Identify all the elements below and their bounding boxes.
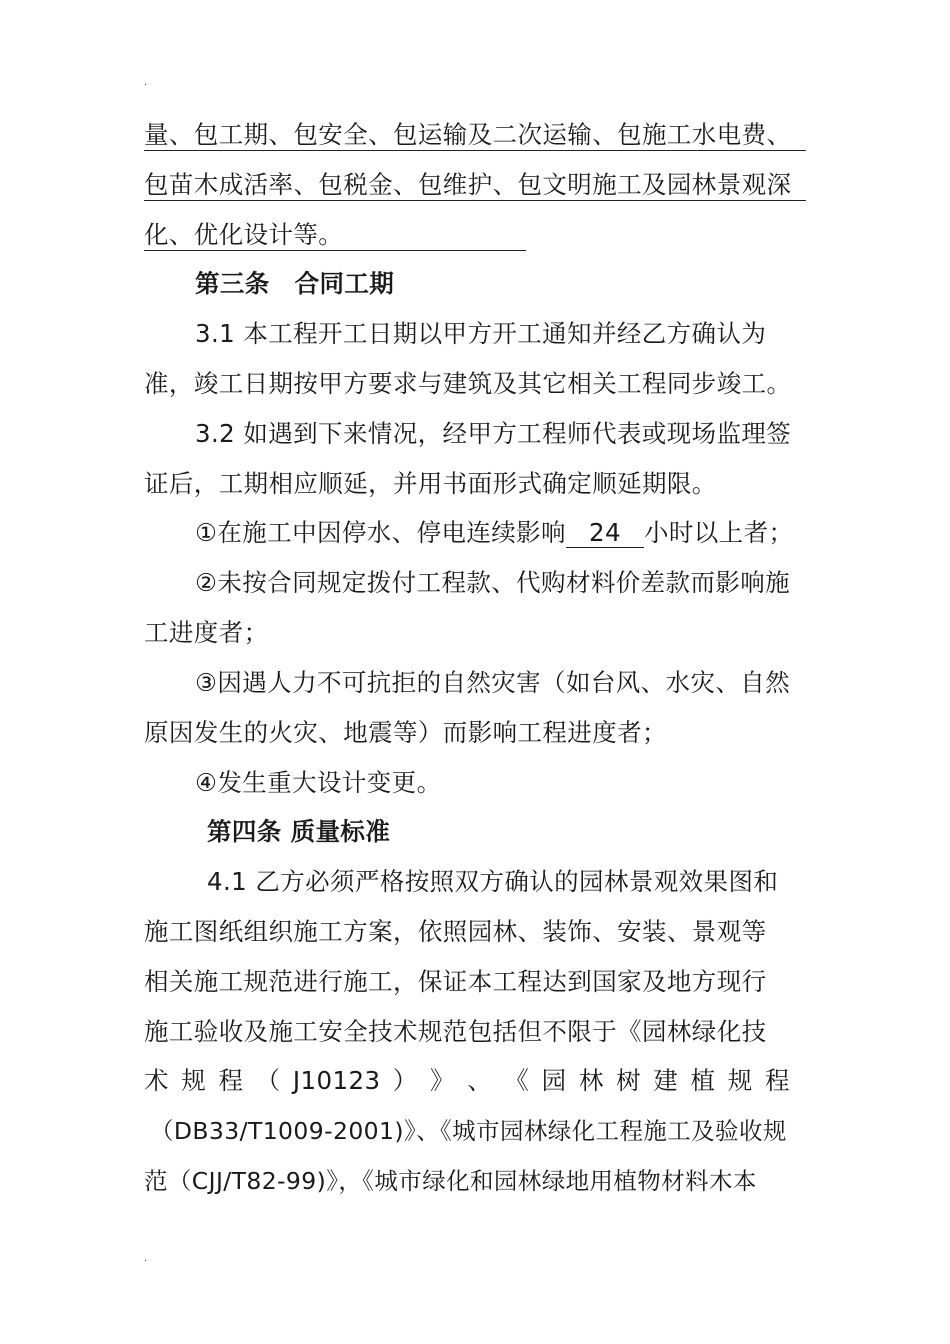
condition-item-3-line-1: ③因遇人力不可抗拒的自然灾害（如台风、水灾、自然 xyxy=(195,668,791,697)
line-5-token: （ xyxy=(255,1066,281,1095)
line-5-token: 程 xyxy=(764,1066,790,1095)
line-5-token: 建 xyxy=(653,1066,679,1095)
scope-line-3: 化、优化设计等。 xyxy=(144,220,526,251)
line-5-token: 树 xyxy=(616,1066,641,1095)
clause-4-1-line-6: （DB33/T1009-2001)》、《城市园林绿化工程施工及验收规 xyxy=(150,1117,787,1145)
clause-3-1-line-1: 3.1 本工程开工日期以甲方开工通知并经乙方确认为 xyxy=(195,319,767,348)
article-4-heading: 第四条 质量标准 xyxy=(207,817,391,846)
clause-4-1-line-1: 4.1 乙方必须严格按照双方确认的园林景观效果图和 xyxy=(207,867,779,896)
clause-4-1-line-4: 施工验收及施工安全技术规范包括但不限于《园林绿化技 xyxy=(144,1017,767,1046)
line-5-token: 园 xyxy=(541,1066,567,1095)
line-5-token: 林 xyxy=(578,1066,604,1095)
condition-item-1 xyxy=(195,518,793,548)
clause-4-1-line-5 xyxy=(144,1066,790,1096)
page-mark-top: . xyxy=(144,77,148,88)
line-5-token: J10123 xyxy=(292,1066,381,1095)
line-5-token: 》 xyxy=(429,1066,455,1095)
scope-line-2: 包苗木成活率、包税金、包维护、包文明施工及园林景观深 xyxy=(144,170,806,201)
article-3-heading: 第三条 合同工期 xyxy=(195,269,395,298)
condition-item-4: ④发生重大设计变更。 xyxy=(195,768,442,797)
clause-4-1-line-2: 施工图纸组织施工方案，依照园林、装饰、安装、景观等 xyxy=(144,917,767,946)
line-5-token: ） xyxy=(392,1066,418,1095)
line-5-token: 规 xyxy=(181,1066,207,1095)
condition-item-2-line-2: 工进度者； xyxy=(144,618,269,647)
line-5-token: 规 xyxy=(727,1066,753,1095)
clause-4-1-line-7: 范（CJJ/T82-99)》，《城市绿化和园林绿地用植物材料木本 xyxy=(144,1167,757,1195)
line-5-token: 《 xyxy=(504,1066,530,1095)
line-5-token: 、 xyxy=(467,1066,493,1095)
line-5-token: 术 xyxy=(144,1066,169,1095)
line-5-token: 植 xyxy=(690,1066,716,1095)
condition-item-3-line-2: 原因发生的火灾、地震等）而影响工程进度者； xyxy=(144,718,667,747)
page-mark-bottom: . xyxy=(144,1253,148,1264)
condition-item-1-text: ①在施工中因停水、停电连续影响 xyxy=(195,518,566,547)
clause-3-2-line-1: 3.2 如遇到下来情况，经甲方工程师代表或现场监理签 xyxy=(195,419,792,448)
clause-4-1-line-3: 相关施工规范进行施工，保证本工程达到国家及地方现行 xyxy=(144,967,767,996)
condition-item-1-suffix: 小时以上者； xyxy=(643,518,794,547)
clause-3-1-line-2: 准，竣工日期按甲方要求与建筑及其它相关工程同步竣工。 xyxy=(144,369,792,398)
clause-3-2-line-2: 证后，工期相应顺延，并用书面形式确定顺延期限。 xyxy=(144,469,717,498)
hours-blank-value: 24 xyxy=(566,519,644,548)
line-5-token: 程 xyxy=(218,1066,244,1095)
condition-item-2-line-1: ②未按合同规定拨付工程款、代购材料价差款而影响施 xyxy=(195,568,791,597)
scope-line-1: 量、包工期、包安全、包运输及二次运输、包施工水电费、 xyxy=(144,120,806,151)
